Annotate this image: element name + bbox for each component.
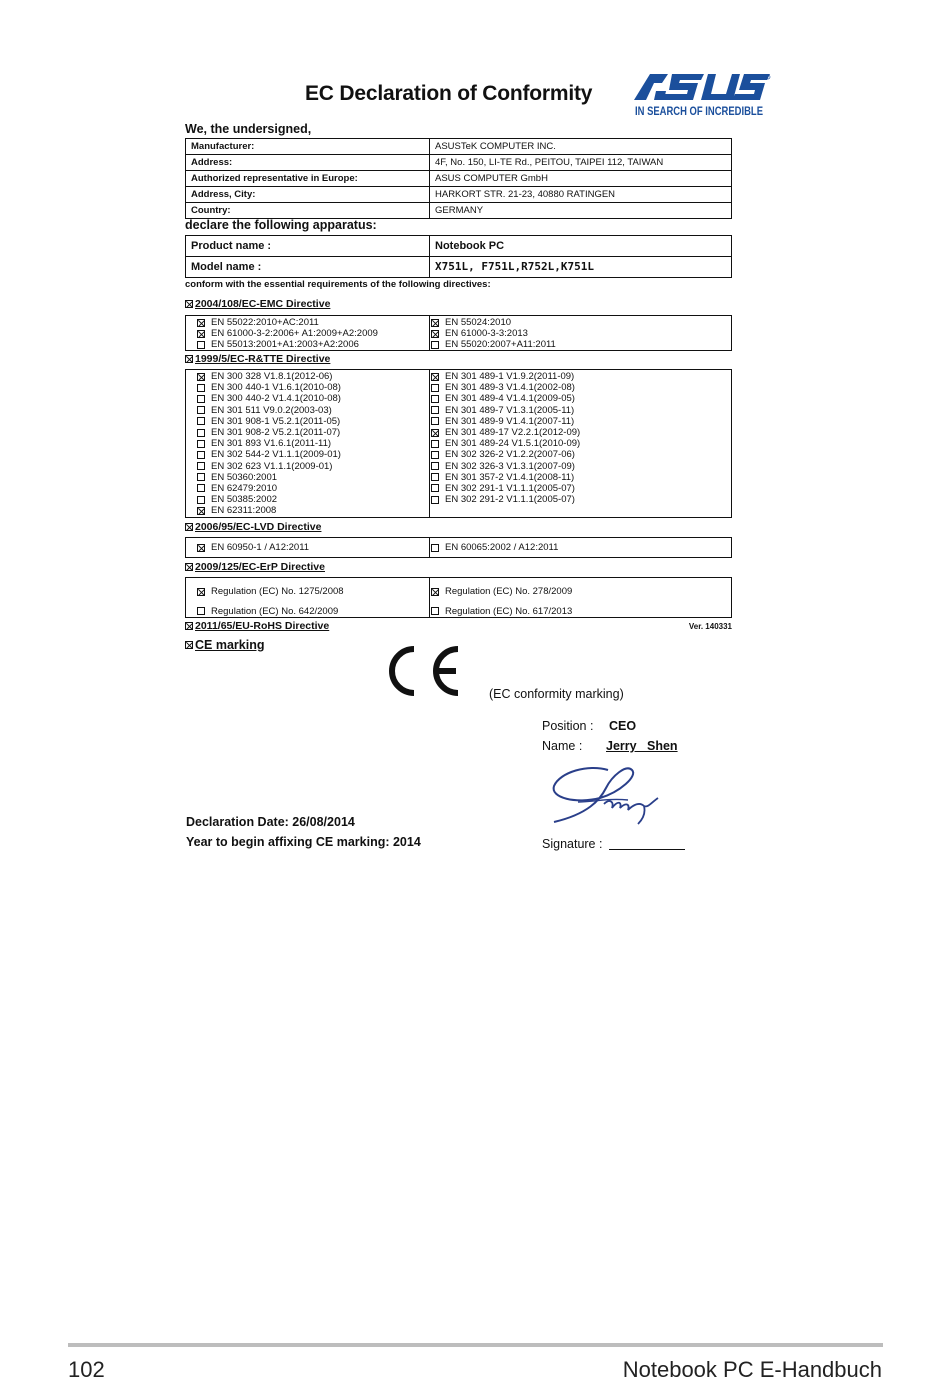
product-table [185, 235, 732, 278]
standard-text: EN 55020:2007+A11:2011 [445, 339, 556, 351]
standard-checkbox [431, 496, 439, 504]
standard-item [197, 483, 341, 494]
info-value: 4F, No. 150, LI-TE Rd., PEITOU, TAIPEI 112, TAIWAN [430, 155, 732, 171]
standard-text: EN 300 440-2 V1.4.1(2010-08) [211, 393, 341, 405]
standard-item [197, 371, 341, 382]
standard-checkbox [197, 473, 205, 481]
standard-item [431, 371, 580, 382]
standard-text: EN 302 623 V1.1.1(2009-01) [211, 460, 333, 472]
standard-item [431, 317, 556, 328]
standard-checkbox [431, 462, 439, 470]
standard-text: EN 302 326-2 V1.2.2(2007-06) [445, 449, 575, 461]
info-value: HARKORT STR. 21-23, 40880 RATINGEN [430, 187, 732, 203]
standard-text: EN 50360:2001 [211, 471, 278, 483]
standard-item [431, 542, 558, 553]
standard-item [197, 449, 341, 460]
signature-line [609, 849, 685, 850]
standard-text: EN 302 326-3 V1.3.1(2007-09) [445, 460, 575, 472]
standard-item [197, 494, 341, 505]
standards-column-left [197, 317, 378, 351]
name-value: Jerry Shen [606, 739, 678, 753]
standard-checkbox [431, 319, 439, 327]
standard-checkbox [431, 341, 439, 349]
directive-name: 2004/108/EC-EMC Directive [195, 298, 331, 310]
standard-text: EN 301 489-9 V1.4.1(2007-11) [445, 415, 575, 427]
standard-text: EN 300 328 V1.8.1(2012-06) [211, 371, 333, 382]
standard-item [197, 542, 309, 553]
undersigned-heading: We, the undersigned, [185, 122, 312, 136]
standard-item [197, 328, 378, 339]
info-value: ASUSTeK COMPUTER INC. [430, 139, 732, 155]
standard-text: EN 301 489-3 V1.4.1(2002-08) [445, 382, 575, 394]
standard-text: EN 62479:2010 [211, 482, 278, 494]
directive-checkbox [185, 622, 193, 630]
standard-checkbox [197, 330, 205, 338]
directive-heading [185, 620, 329, 632]
standard-item [431, 602, 572, 622]
standard-text: EN 61000-3-2:2006+ A1:2009+A2:2009 [211, 328, 378, 340]
footer-rule [68, 1343, 883, 1347]
standard-checkbox [431, 451, 439, 459]
standard-checkbox [431, 406, 439, 414]
info-value: ASUS COMPUTER GmbH [430, 171, 732, 187]
info-row [186, 203, 732, 219]
ce-marking-label: CE marking [195, 638, 265, 652]
standard-text: EN 301 908-2 V5.2.1(2011-07) [211, 426, 341, 438]
standard-checkbox [197, 406, 205, 414]
standard-text: EN 301 511 V9.0.2(2003-03) [211, 404, 332, 416]
info-label: Authorized representative in Europe: [186, 171, 430, 187]
standard-text: EN 60065:2002 / A12:2011 [445, 542, 559, 553]
standard-text: Regulation (EC) No. 1275/2008 [211, 586, 344, 597]
standard-checkbox [197, 384, 205, 392]
standard-text: EN 55013:2001+A1:2003+A2:2006 [211, 339, 359, 351]
directive-standards-box [185, 315, 732, 351]
ce-marking-checkbox [185, 641, 193, 649]
standard-item [197, 505, 341, 516]
standard-item [197, 427, 341, 438]
conform-text: conform with the essential requirements of the following directives: [185, 279, 491, 290]
standard-item [431, 393, 580, 404]
standard-text: Regulation (EC) No. 617/2013 [445, 605, 573, 617]
info-label: Address, City: [186, 187, 430, 203]
info-row [186, 155, 732, 171]
standard-checkbox [197, 373, 205, 381]
apparatus-heading: declare the following apparatus: [185, 218, 377, 232]
standard-checkbox [431, 607, 439, 615]
standard-text: EN 301 908-1 V5.2.1(2011-05) [211, 415, 341, 427]
standard-item [197, 393, 341, 404]
standard-checkbox [431, 384, 439, 392]
directive-heading [185, 521, 321, 533]
standard-text: EN 50385:2002 [211, 494, 278, 506]
standard-checkbox [431, 330, 439, 338]
standards-column-right [431, 582, 572, 621]
standard-text: EN 301 489-7 V1.3.1(2005-11) [445, 404, 575, 416]
directive-checkbox [185, 563, 193, 571]
name-label: Name : [542, 739, 583, 753]
standard-item [431, 438, 580, 449]
page-number: 102 [68, 1357, 105, 1382]
directive-name: 2006/95/EC-LVD Directive [195, 521, 322, 533]
directive-standards-box [185, 537, 732, 558]
declaration-date: Declaration Date: 26/08/2014 [186, 815, 355, 829]
version-label: Ver. 140331 [688, 622, 732, 631]
standard-checkbox [431, 484, 439, 492]
standard-checkbox [197, 417, 205, 425]
position-label: Position : [542, 719, 594, 733]
logo-tagline: IN SEARCH OF INCREDIBLE [635, 106, 764, 118]
ce-mark-icon [384, 643, 464, 699]
standard-text: EN 60950-1 / A12:2011 [211, 542, 310, 553]
info-label: Manufacturer: [186, 139, 430, 155]
standard-checkbox [431, 373, 439, 381]
standard-text: EN 61000-3-3:2013 [445, 328, 528, 340]
position-value: CEO [609, 719, 637, 733]
standard-item [431, 472, 580, 483]
page-title: EC Declaration of Conformity [305, 82, 593, 105]
asus-logo [632, 70, 772, 120]
product-value: Notebook PC [430, 236, 732, 257]
column-divider [429, 538, 430, 557]
standard-item [431, 494, 580, 505]
standard-checkbox [197, 544, 205, 552]
product-value: X751L, F751L,R752L,K751L [430, 257, 732, 278]
standard-text: EN 55022:2010+AC:2011 [211, 317, 319, 328]
directive-heading [185, 561, 325, 573]
standard-text: EN 302 291-2 V1.1.1(2005-07) [445, 494, 575, 506]
standard-checkbox [197, 395, 205, 403]
standard-text: Regulation (EC) No. 642/2009 [211, 605, 339, 617]
standards-column-right [431, 317, 556, 351]
directive-heading [185, 298, 330, 310]
info-value: GERMANY [430, 203, 732, 219]
standard-checkbox [197, 462, 205, 470]
standards-column-right [431, 371, 580, 505]
standard-item [431, 449, 580, 460]
standard-item [431, 461, 580, 472]
directive-name: 2009/125/EC-ErP Directive [195, 561, 325, 573]
directive-heading [185, 353, 330, 365]
info-label: Country: [186, 203, 430, 219]
standard-item [197, 461, 341, 472]
directive-standards-box [185, 577, 732, 618]
document-title: Notebook PC E-Handbuch [622, 1357, 882, 1382]
standard-item [197, 382, 341, 393]
info-row [186, 187, 732, 203]
standard-item [197, 317, 378, 328]
ce-year: Year to begin affixing CE marking: 2014 [186, 835, 421, 849]
standard-item [431, 483, 580, 494]
standard-item [197, 405, 341, 416]
ce-caption: (EC conformity marking) [489, 687, 624, 701]
product-row [186, 257, 732, 278]
standard-item [431, 339, 556, 350]
standard-text: EN 62311:2008 [211, 505, 277, 517]
standard-text: EN 300 440-1 V1.6.1(2010-08) [211, 382, 341, 394]
info-row [186, 139, 732, 155]
standard-item [197, 472, 341, 483]
standard-checkbox [431, 473, 439, 481]
column-divider [429, 370, 430, 517]
signature-label: Signature : [542, 837, 603, 851]
ce-marking-heading [185, 638, 264, 652]
standard-item [431, 582, 572, 602]
product-label: Model name : [186, 257, 430, 278]
standard-item [431, 405, 580, 416]
standards-column-left [197, 582, 344, 621]
standard-checkbox [431, 588, 439, 596]
info-row [186, 171, 732, 187]
standard-text: EN 301 489-17 V2.2.1(2012-09) [445, 426, 581, 438]
standard-checkbox [197, 440, 205, 448]
standard-checkbox [197, 319, 205, 327]
product-label: Product name : [186, 236, 430, 257]
directive-checkbox [185, 523, 193, 531]
manufacturer-table [185, 138, 732, 219]
standard-checkbox [197, 429, 205, 437]
standard-text: EN 301 357-2 V1.4.1(2008-11) [445, 471, 575, 483]
standard-checkbox [431, 417, 439, 425]
standards-column-left [197, 371, 341, 516]
standard-checkbox [431, 429, 439, 437]
standard-checkbox [197, 496, 205, 504]
directive-standards-box [185, 369, 732, 518]
info-label: Address: [186, 155, 430, 171]
standard-checkbox [197, 588, 205, 596]
product-row [186, 236, 732, 257]
column-divider [429, 578, 430, 617]
standard-checkbox [197, 341, 205, 349]
standard-checkbox [197, 484, 205, 492]
standard-item [197, 602, 344, 622]
standard-text: EN 301 489-24 V1.5.1(2010-09) [445, 438, 581, 450]
standard-item [431, 427, 580, 438]
standard-text: EN 301 489-4 V1.4.1(2009-05) [445, 393, 575, 405]
standard-text: EN 302 291-1 V1.1.1(2005-07) [445, 482, 575, 494]
standard-text: EN 302 544-2 V1.1.1(2009-01) [211, 449, 341, 461]
standard-text: EN 301 489-1 V1.9.2(2011-09) [445, 371, 575, 382]
standard-item [197, 438, 341, 449]
standard-item [197, 339, 378, 350]
standards-column-left [197, 542, 309, 553]
standard-checkbox [197, 607, 205, 615]
standard-checkbox [197, 507, 205, 515]
standard-checkbox [431, 440, 439, 448]
standard-item [431, 416, 580, 427]
standard-item [431, 382, 580, 393]
directive-name: 2011/65/EU-RoHS Directive [195, 620, 330, 632]
standard-item [197, 416, 341, 427]
column-divider [429, 316, 430, 350]
signature-image [548, 762, 673, 828]
standard-checkbox [431, 395, 439, 403]
directive-checkbox [185, 355, 193, 363]
standard-checkbox [431, 544, 439, 552]
directive-name: 1999/5/EC-R&TTE Directive [195, 353, 331, 365]
standards-column-right [431, 542, 558, 553]
standard-item [431, 328, 556, 339]
standard-text: EN 301 893 V1.6.1(2011-11) [211, 438, 332, 450]
standard-item [197, 582, 344, 602]
standard-text: Regulation (EC) No. 278/2009 [445, 586, 573, 597]
standard-checkbox [197, 451, 205, 459]
directive-checkbox [185, 300, 193, 308]
standard-text: EN 55024:2010 [445, 317, 512, 328]
